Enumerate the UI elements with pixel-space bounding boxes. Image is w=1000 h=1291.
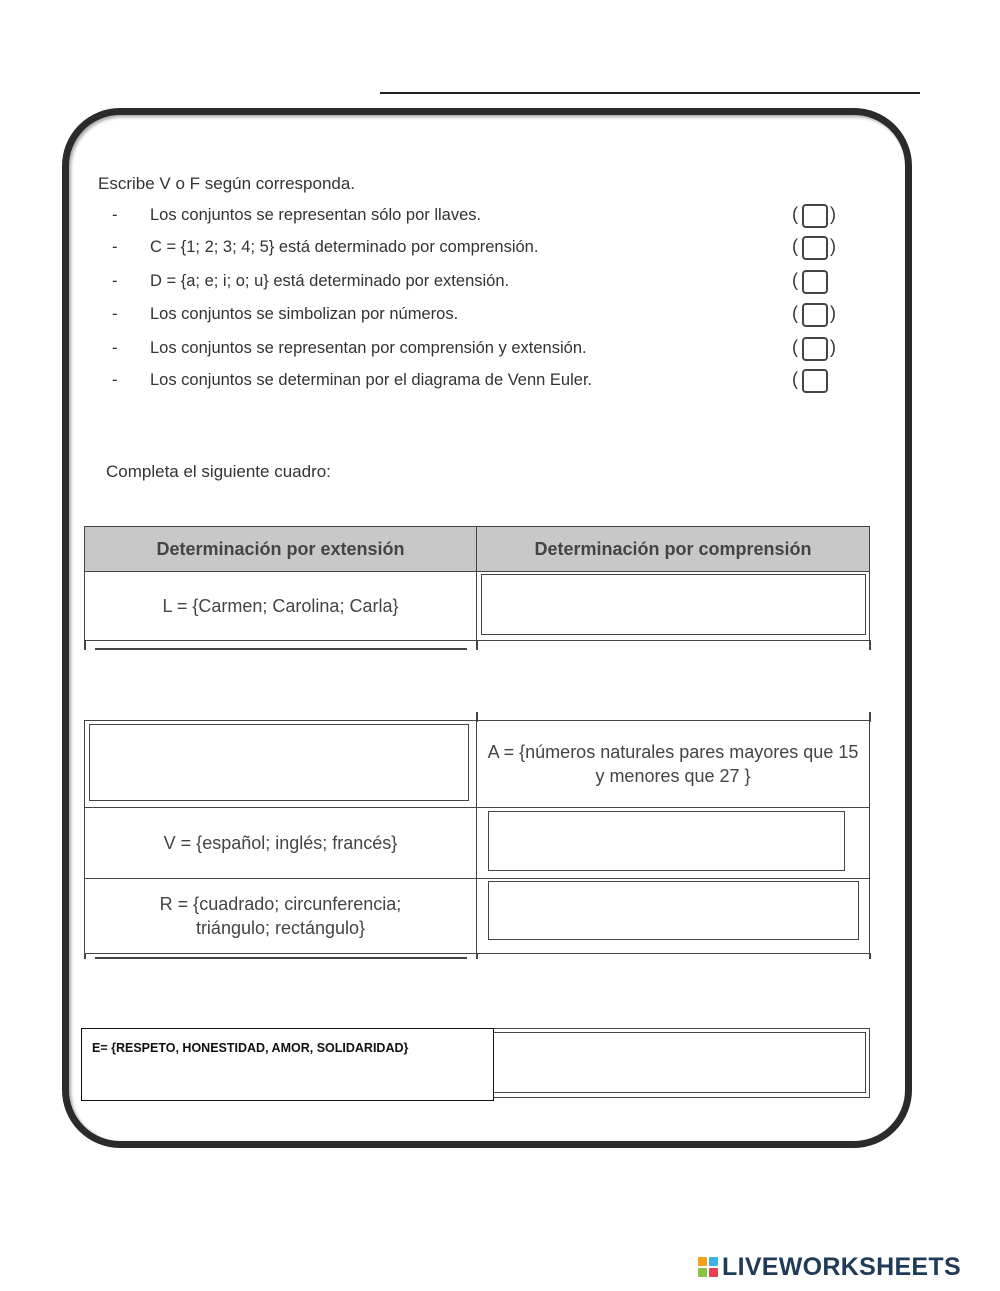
statement-text: D = {a; e; i; o; u} está determinado por extensión. — [150, 272, 510, 290]
statement-text: Los conjuntos se representan por comprensión y extensión. — [150, 339, 587, 357]
statement-5: - Los conjuntos se representan por comprensión y extensión. ( ) — [112, 337, 852, 363]
logo-icon — [698, 1257, 718, 1277]
answer-box-1[interactable] — [802, 204, 828, 228]
answer-E-comprehension[interactable] — [481, 1032, 866, 1093]
table-edge — [84, 953, 86, 959]
row-R-extension: R = {cuadrado; circunferencia; triángulo; rectángulo} — [84, 878, 477, 954]
answer-box-5[interactable] — [802, 337, 828, 361]
statement-2: - C = {1; 2; 3; 4; 5} está determinado por comprensión. ( ) — [112, 236, 852, 262]
instruction-complete-table: Completa el siguiente cuadro: — [106, 462, 331, 481]
logo-square — [698, 1257, 707, 1266]
logo-square — [709, 1257, 718, 1266]
table-cut-line — [95, 957, 467, 959]
statement-text: Los conjuntos se simbolizan por números. — [150, 305, 459, 323]
statement-text: Los conjuntos se determinan por el diagrama de Venn Euler. — [150, 371, 593, 389]
header-comprehension: Determinación por comprensión — [476, 526, 870, 572]
header-extension: Determinación por extensión — [84, 526, 477, 572]
answer-L-comprehension[interactable] — [481, 574, 866, 635]
instruction-true-false: Escribe V o F según corresponda. — [98, 174, 356, 193]
brand-name: LIVEWORKSHEETS — [722, 1252, 961, 1281]
table-edge — [84, 640, 86, 650]
table-edge — [869, 640, 871, 650]
statement-6: - Los conjuntos se determinan por el diagrama de Venn Euler. ( — [112, 369, 852, 395]
answer-A-extension[interactable] — [89, 724, 469, 801]
statement-1: - Los conjuntos se representan sólo por llaves. ( ) — [112, 204, 852, 230]
answer-box-6[interactable] — [802, 369, 828, 393]
row-E-extension: E= {RESPETO, HONESTIDAD, AMOR, SOLIDARIDAD} — [81, 1028, 494, 1101]
logo-square — [709, 1268, 718, 1277]
statement-4: - Los conjuntos se simbolizan por números. ( ) — [112, 303, 852, 329]
logo-square — [698, 1268, 707, 1277]
answer-box-2[interactable] — [802, 236, 828, 260]
table-edge — [869, 953, 871, 959]
answer-box-3[interactable] — [802, 270, 828, 294]
table-edge — [476, 640, 478, 650]
row-L-extension: L = {Carmen; Carolina; Carla} — [84, 571, 477, 641]
top-rule — [380, 92, 920, 94]
answer-R-comprehension[interactable] — [488, 881, 859, 940]
answer-box-4[interactable] — [802, 303, 828, 327]
answer-V-comprehension[interactable] — [488, 811, 845, 871]
row-A-comprehension: A = {números naturales pares mayores que 15 y menores que 27 } — [476, 720, 870, 808]
table-cut-line — [95, 648, 467, 650]
liveworksheets-logo — [698, 1252, 961, 1282]
table-edge — [476, 953, 478, 959]
statement-text: Los conjuntos se representan sólo por llaves. — [150, 206, 482, 224]
statement-text: C = {1; 2; 3; 4; 5} está determinado por comprensión. — [150, 238, 539, 256]
statement-3: - D = {a; e; i; o; u} está determinado por extensión. ( — [112, 270, 852, 296]
row-V-extension: V = {español; inglés; francés} — [84, 807, 477, 879]
